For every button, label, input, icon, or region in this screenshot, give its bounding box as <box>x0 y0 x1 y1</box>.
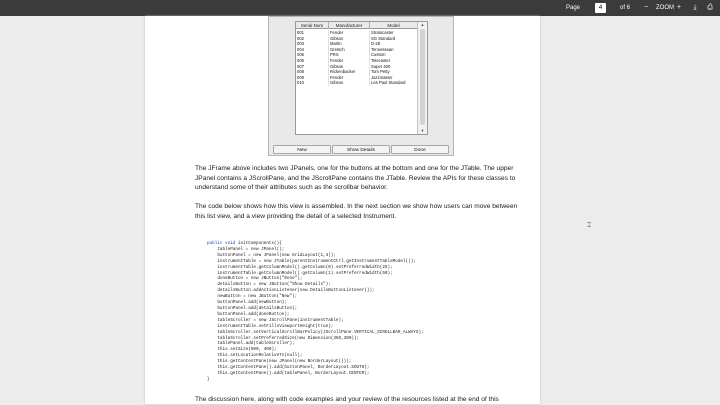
table-cell: Custom <box>370 52 418 58</box>
code-keyword: public void <box>207 241 236 246</box>
table-cell: Gibson <box>329 80 370 86</box>
table-cell: 003 <box>296 41 329 47</box>
code-line: instrumentTable.getColumnModel().getColumn(1).setPreferredWidth(50); <box>207 270 393 276</box>
table-cell: Gretsch <box>329 47 370 53</box>
document-page <box>145 16 540 404</box>
code-line: instrumentTable = new JTable(parentInstrumentCtrl.getInstrumentTableModel()); <box>207 258 416 264</box>
column-header-model: Model <box>370 22 418 29</box>
download-icon[interactable]: ⤓ <box>693 4 697 11</box>
table-cell: Jazzmaster <box>370 75 418 81</box>
table-cell: 002 <box>296 36 329 42</box>
done-button[interactable]: Done <box>391 145 449 154</box>
code-line: doneButton = new JButton("Done"); <box>207 276 303 282</box>
code-line: tablePanel = new JPanel(); <box>207 246 285 252</box>
zoom-label: ZOOM <box>656 5 674 11</box>
table-cell: PRS <box>329 52 370 58</box>
table-cell: 001 <box>296 30 329 36</box>
scroll-down-icon[interactable]: ▼ <box>420 128 425 133</box>
table-cell: 009 <box>296 75 329 81</box>
table-cell: Telecaster <box>370 58 418 64</box>
table-cell: 004 <box>296 47 329 53</box>
table-cell: Fender <box>329 75 370 81</box>
code-line: tableScroller.setVerticalScrollBarPolicy(JScrollPane.VERTICAL_SCROLLBAR_ALWAYS); <box>207 329 424 335</box>
zoom-in-icon[interactable]: + <box>676 4 682 11</box>
code-line: buttonPanel.add(detailsButton); <box>207 305 298 311</box>
table-header <box>296 22 418 29</box>
code-line: instrumentTable.setFillsViewportHeight(true); <box>207 323 334 329</box>
code-line: buttonPanel = new JPanel(new GridLayout(1,4)); <box>207 252 336 258</box>
button-panel <box>273 145 449 155</box>
code-line: tableScroller.setPreferredSize(new Dimension(350,300)); <box>207 335 360 341</box>
page-label: Page <box>566 5 581 11</box>
code-line: buttonPanel.add(newButton); <box>207 300 287 306</box>
right-margin <box>540 16 720 404</box>
paragraph-discussion: The discussion here, along with code examples and your review of the resources listed at the end of this <box>195 396 499 403</box>
viewer-toolbar <box>0 0 720 16</box>
table-cell: D-28 <box>370 41 418 47</box>
table-cell: Gibson <box>329 64 370 70</box>
table-cell: Stratocaster <box>370 30 418 36</box>
table-row[interactable] <box>296 80 418 86</box>
left-margin <box>0 16 145 404</box>
jtable-scrollpane <box>295 21 428 135</box>
paragraph-jframe: The JFrame above includes two JPanels, one for the buttons at the bottom and one for the JTable. The upper JPanel contains a JScrollPane, and the JScrollPane contains the JTable. Review the APIs for these classes to understand some of their attributes such as the scrollbar behavior. <box>195 165 516 192</box>
table-cell: Super 400 <box>370 64 418 70</box>
code-lines <box>207 247 424 382</box>
page-number-input[interactable]: 4 <box>595 3 606 13</box>
table-cell: SG Standard <box>370 36 418 42</box>
new-button[interactable]: New <box>273 145 331 154</box>
page-count: of 6 <box>620 5 631 11</box>
table-cell: Martin <box>329 41 370 47</box>
code-block <box>207 241 527 383</box>
table-cell: Fender <box>329 58 370 64</box>
show-details-button[interactable]: Show Details <box>332 145 390 154</box>
column-header-serial: Serial Num <box>296 22 329 29</box>
table-cell: Les Paul Standard <box>370 80 418 86</box>
table-cell: Tom Petty <box>370 69 418 75</box>
code-line: this.setLocationRelativeTo(null); <box>207 353 303 359</box>
code-line: this.getContentPane().add(tablePanel, BorderLayout.CENTER); <box>207 370 370 376</box>
column-header-manufacturer: Manufacturer <box>329 22 370 29</box>
code-line: } <box>207 376 210 382</box>
table-cell: 007 <box>296 64 329 70</box>
code-line: this.getContentPane().add(buttonPanel, BorderLayout.SOUTH); <box>207 365 370 371</box>
scroll-up-icon[interactable]: ▲ <box>420 22 425 27</box>
code-line: instrumentTable.getColumnModel().getColumn(0).setPreferredWidth(25); <box>207 264 393 270</box>
zoom-out-icon[interactable]: − <box>643 4 649 11</box>
paragraph-code-intro: The code below shows how this view is assembled. In the next section we show how users can move between this list view, and a view providing the detail of a selected Instrument. <box>195 203 518 220</box>
vertical-scrollbar[interactable] <box>417 22 427 134</box>
code-line: tableScroller = new JScrollPane(instrumentTable); <box>207 317 344 323</box>
code-line: buttonPanel.add(doneButton); <box>207 311 290 317</box>
code-line: this.getContentPane(new JPanel(new BorderLayout())); <box>207 359 352 365</box>
table-cell: 006 <box>296 58 329 64</box>
code-line: detailsButton = new JButton("Show Details"); <box>207 282 331 288</box>
table-cell: Fender <box>329 30 370 36</box>
code-signature: initComponents(){ <box>235 241 282 246</box>
print-icon[interactable]: ⎙ <box>707 4 713 11</box>
table-cell: Gibson <box>329 36 370 42</box>
code-line: tablePanel.add(tableScroller); <box>207 341 295 347</box>
scrollbar-thumb[interactable] <box>420 29 425 125</box>
table-cell: Tennessean <box>370 47 418 53</box>
code-line: detailsButton.addActionListener(new DetailsButtonListener()); <box>207 288 375 294</box>
mouse-cursor-icon: ⌶ <box>587 222 592 229</box>
table-cell: Rickenbacker <box>329 69 370 75</box>
code-line: this.setSize(500, 400); <box>207 347 277 353</box>
code-line: newButton = new JButton("New"); <box>207 294 298 300</box>
table-cell: 008 <box>296 69 329 75</box>
jframe-screenshot <box>268 16 454 156</box>
table-cell: 005 <box>296 52 329 58</box>
table-cell: 010 <box>296 80 329 86</box>
